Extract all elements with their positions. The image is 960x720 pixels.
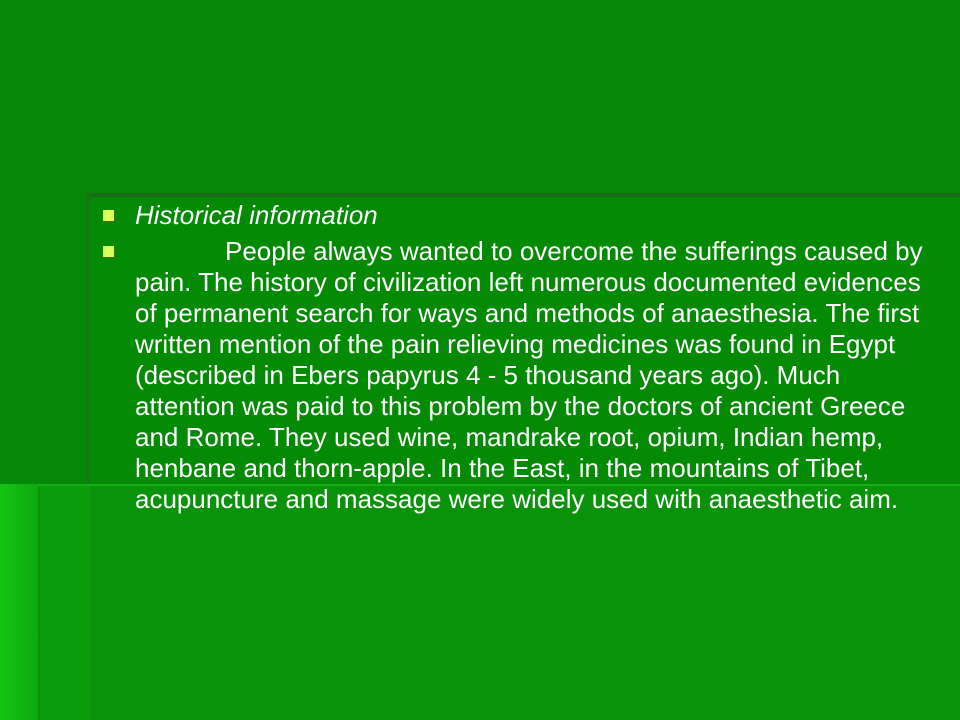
bullet-body [100,236,930,515]
background-panel-lower-inner [40,486,90,720]
slide-content [100,200,930,520]
background-panel-lower-left [0,484,40,720]
slide-heading: Historical information [135,200,378,230]
square-bullet-icon [103,210,114,221]
slide-body-text: People always wanted to overcome the sufferings caused by pain. The history of civilization left numerous documented evidences of permanent search for ways and methods of anaesthesia. The first written mention of the pain relieving medicines was found in Egypt (described in Ebers papyrus 4 - 5 thousand years ago). Much attention was paid to this problem by the doctors of ancient Greece and Rome. They used wine, mandrake root, opium, Indian hemp, henbane and thorn-apple. In the East, in the mountains of Tibet, acupuncture and massage were widely used with anaesthetic aim. [135,236,923,514]
bullet-heading [100,200,930,231]
square-bullet-icon [103,246,114,257]
